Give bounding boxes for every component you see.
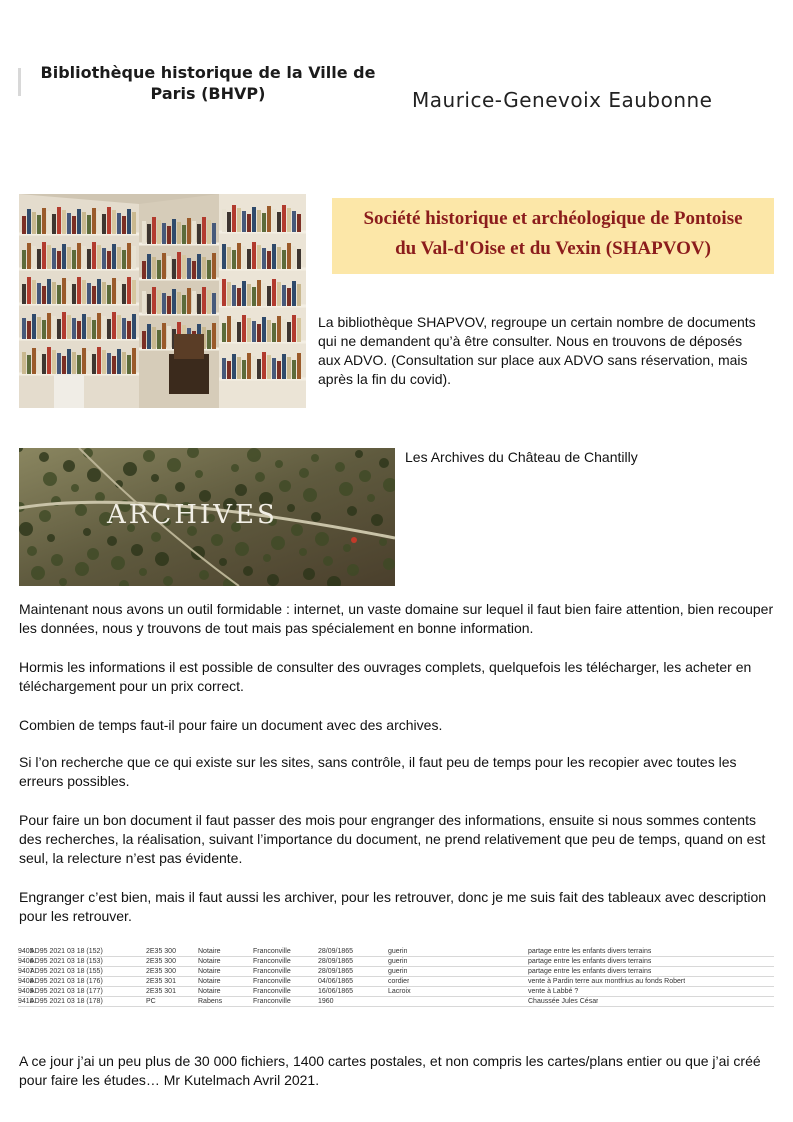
- table-cell: AD95 2021 03 18 (177): [30, 988, 103, 995]
- table-cell: vente à Pardin terre aux montfrius au fonds Robert: [528, 978, 686, 985]
- table-cell: AD95 2021 03 18 (153): [30, 958, 103, 965]
- table-cell: Notaire: [198, 978, 221, 985]
- bhvp-logo: [18, 62, 398, 118]
- table-cell: Notaire: [198, 948, 221, 955]
- shapvov-title-box: [332, 198, 774, 274]
- table-cell: Franconville: [253, 978, 291, 985]
- table-cell: Notaire: [198, 958, 221, 965]
- table-cell: 28/09/1865: [318, 968, 354, 975]
- table-cell: vente à Labbé ?: [528, 988, 579, 995]
- table-row: [18, 997, 774, 1007]
- table-cell: guerin: [388, 948, 408, 955]
- table-cell: cordier: [388, 978, 410, 985]
- table-cell: 9406: [18, 958, 34, 965]
- table-cell: guerin: [388, 958, 408, 965]
- shapvov-title-line1: Société historique et archéologique de Pontoise: [363, 208, 743, 229]
- table-cell: Notaire: [198, 988, 221, 995]
- table-cell: Franconville: [253, 958, 291, 965]
- archives-photo: [19, 448, 395, 586]
- table-cell: guerin: [388, 968, 408, 975]
- archives-image-text: ARCHIVES: [107, 500, 278, 530]
- bhvp-title-line1: Bibliothèque historique de la Ville de: [40, 63, 376, 82]
- table-cell: AD95 2021 03 18 (178): [30, 998, 103, 1005]
- table-cell: 9410: [18, 998, 34, 1005]
- table-cell: 28/09/1865: [318, 958, 354, 965]
- table-cell: Notaire: [198, 968, 221, 975]
- paragraph-combien: Combien de temps faut-il pour faire un document avec des archives.: [19, 717, 443, 733]
- table-cell: Rabens: [198, 998, 223, 1005]
- table-cell: partage entre les enfants divers terrains: [528, 958, 652, 965]
- table-cell: Chaussée Jules César: [528, 998, 599, 1005]
- archives-caption: Les Archives du Château de Chantilly: [405, 449, 638, 465]
- table-row: [18, 977, 774, 987]
- paragraph-recherche: Si l’on recherche que ce qui existe sur les sites, sans contrôle, il faut peu de temps pour les recopier avec toutes les erreurs possibles.: [19, 754, 737, 789]
- table-row: [18, 987, 774, 997]
- table-cell: 9405: [18, 948, 34, 955]
- paragraph-bon-document: Pour faire un bon document il faut passer des mois pour engranger des informations, ensuite si nous sommes contents des recherches, la réalisation, suivant l’importance du document, ne prend relativement que peu de temps, quand on est seul, la relecture n’est pas évidente.: [19, 812, 766, 866]
- table-cell: 1960: [318, 998, 334, 1005]
- table-row: [18, 957, 774, 967]
- table-cell: 2E35 301: [146, 978, 176, 985]
- table-cell: Franconville: [253, 998, 291, 1005]
- paragraph-ouvrages: Hormis les informations il est possible de consulter des ouvrages complets, quelquefois les télécharger, les acheter en téléchargement pour un prix correct.: [19, 659, 752, 694]
- paragraph-internet: Maintenant nous avons un outil formidable : internet, un vaste domaine sur lequel il faut bien faire attention, bien recouper les données, nous y trouvons de tout mais pas spécialement en bonne information.: [19, 601, 774, 636]
- table-cell: partage entre les enfants divers terrains: [528, 948, 652, 955]
- table-cell: 16/06/1865: [318, 988, 354, 995]
- table-cell: Franconville: [253, 948, 291, 955]
- bhvp-title-line2: Paris (BHVP): [150, 84, 266, 103]
- table-cell: partage entre les enfants divers terrains: [528, 968, 652, 975]
- bookshelf-photo: [19, 194, 306, 408]
- table-cell: 9409: [18, 988, 34, 995]
- table-cell: 9407: [18, 968, 34, 975]
- table-cell: 04/06/1865: [318, 978, 354, 985]
- logo-edge: [18, 68, 21, 96]
- maurice-genevoix-title: Maurice-Genevoix Eaubonne: [412, 88, 713, 112]
- table-cell: 9408: [18, 978, 34, 985]
- table-row: [18, 947, 774, 957]
- table-row: [18, 967, 774, 977]
- table-cell: 2E35 300: [146, 968, 176, 975]
- shapvov-description: La bibliothèque SHAPVOV, regroupe un certain nombre de documents qui ne demandent qu’à être consulter. Nous en trouvons de déposés aux ADVO. (Consultation sur place aux ADVO sans réservation, mais après la fin du covid).: [318, 314, 756, 387]
- table-cell: Lacroix: [388, 988, 411, 995]
- table-cell: AD95 2021 03 18 (152): [30, 948, 103, 955]
- table-cell: 28/09/1865: [318, 948, 354, 955]
- table-cell: PC: [146, 998, 156, 1005]
- table-cell: 2E35 300: [146, 948, 176, 955]
- table-cell: AD95 2021 03 18 (176): [30, 978, 103, 985]
- table-cell: Franconville: [253, 988, 291, 995]
- paragraph-engranger: Engranger c’est bien, mais il faut aussi les archiver, pour les retrouver, donc je me suis fait des tableaux avec description pour les retrouver.: [19, 889, 767, 924]
- table-cell: Franconville: [253, 968, 291, 975]
- table-cell: AD95 2021 03 18 (155): [30, 968, 103, 975]
- table-cell: 2E35 300: [146, 958, 176, 965]
- archive-table: [18, 943, 774, 1013]
- shapvov-title-line2: du Val-d'Oise et du Vexin (SHAPVOV): [395, 238, 711, 259]
- table-cell: 2E35 301: [146, 988, 176, 995]
- closing-paragraph: A ce jour j’ai un peu plus de 30 000 fichiers, 1400 cartes postales, et non compris les cartes/plans entier ou que j’ai créé pour faire les études… Mr Kutelmach Avril 2021.: [19, 1053, 761, 1088]
